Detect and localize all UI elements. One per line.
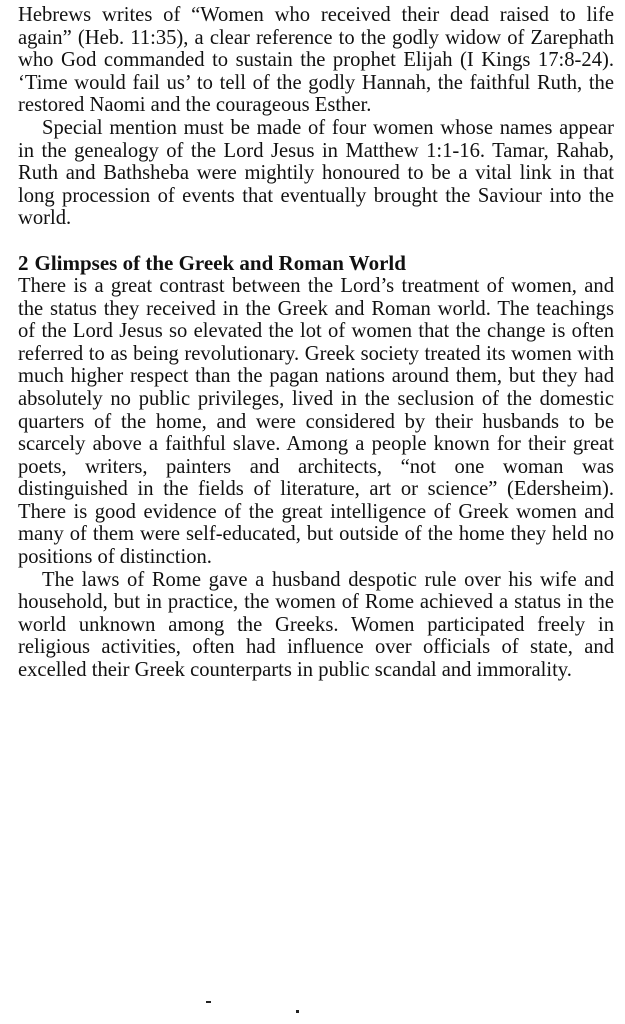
- paragraph-greek-world: There is a great contrast between the Lord’s treatment of women, and the status they received in the Greek and Roman world. The teachings of the Lord Jesus so elevated the lot of women that the change is often referred to as being revolutionary. Greek society treated its women with much higher respect than the pagan nations around them, but they had absolutely no public privileges, lived in the seclusion of the domestic quarters of the home, and were considered by their husbands to be scarcely above a faithful slave. Among a people known for their great poets, writers, painters and architects, “not one woman was distinguished in the fields of literature, art or science” (Edersheim). There is good evidence of the great intelligence of Greek women and many of them were self-educated, but outside of the home they held no positions of distinction.: [18, 274, 614, 569]
- paragraph-roman-world: The laws of Rome gave a husband despotic rule over his wife and household, but in practice, the women of Rome achieved a status in the world unknown among the Greeks. Women participated freely in religious activities, often had influence over officials of state, and excelled their Greek counterparts in public scandal and immorality.: [18, 568, 614, 682]
- section-title: Glimpses of the Greek and Roman World: [34, 250, 406, 275]
- section-heading: [18, 252, 614, 275]
- paragraph-hebrews: Hebrews writes of “Women who received their dead raised to life again” (Heb. 11:35), a clear reference to the godly widow of Zarephath who God commanded to sustain the prophet Elijah (I Kings 17:8-24). ‘Time would fail us’ to tell of the godly Hannah, the faithful Ruth, the restored Naomi and the courageous Esther.: [18, 4, 614, 117]
- document-page: [18, 4, 614, 682]
- stray-ink-mark: [206, 1001, 211, 1003]
- section-number: 2: [18, 250, 29, 275]
- stray-ink-dot: [296, 1010, 299, 1013]
- paragraph-genealogy: Special mention must be made of four women whose names appear in the genealogy of the Lord Jesus in Matthew 1:1-16. Tamar, Rahab, Ruth and Bathsheba were mightily honoured to be a vital link in that long procession of events that eventually brought the Saviour into the world.: [18, 116, 614, 230]
